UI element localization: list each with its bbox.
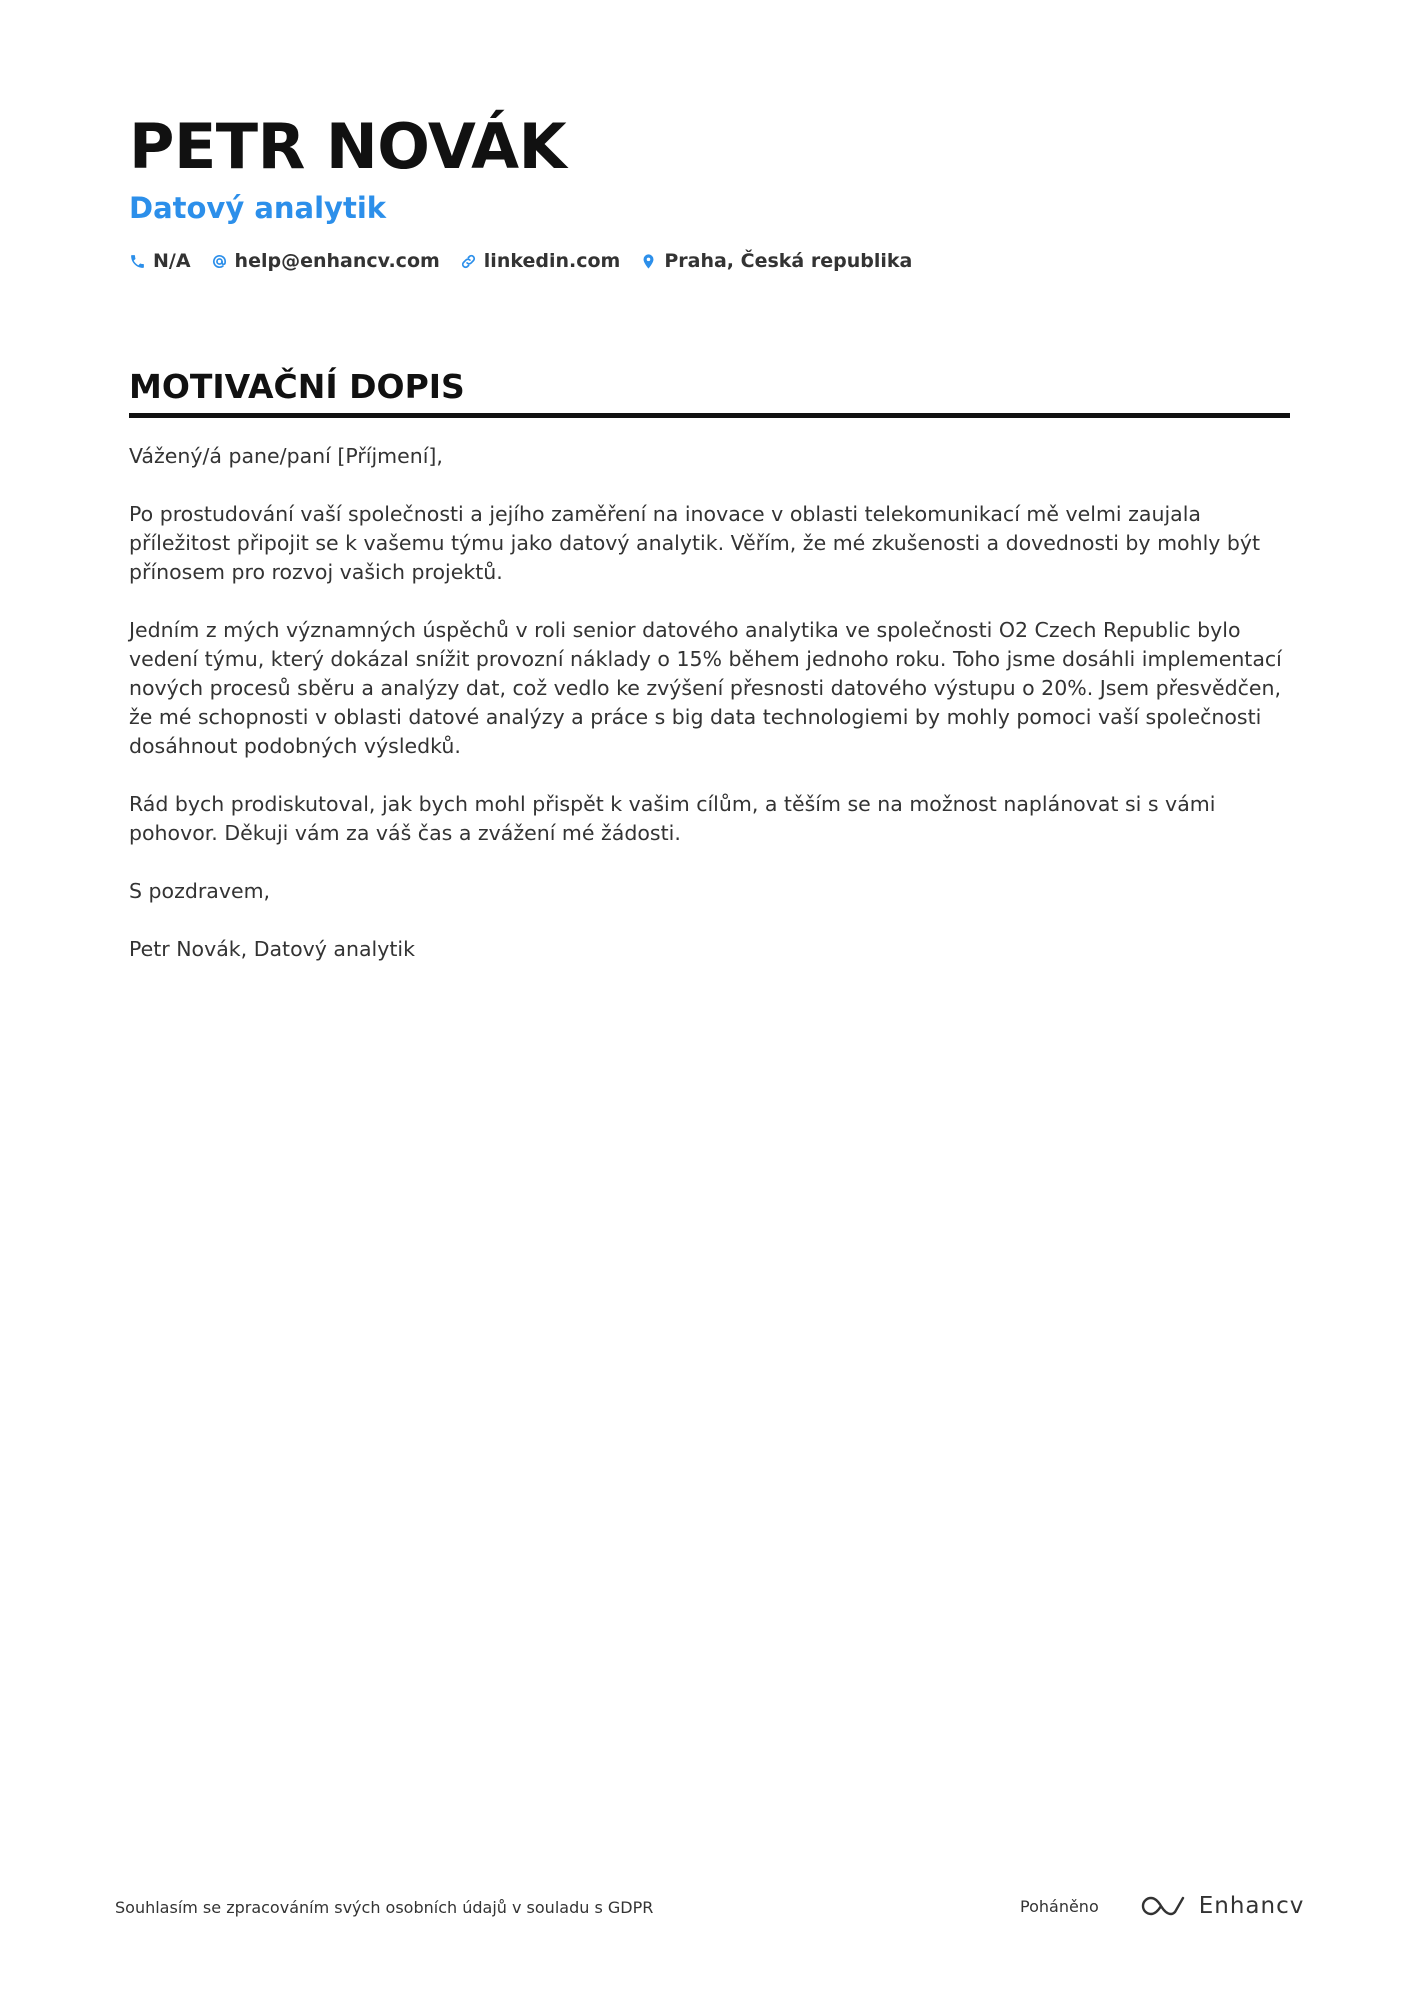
contact-email[interactable] [211, 250, 440, 272]
email-text[interactable]: help@enhancv.com [234, 250, 440, 272]
at-icon [211, 253, 228, 270]
phone-icon [129, 253, 146, 270]
gdpr-consent: Souhlasím se zpracováním svých osobních údajů v souladu s GDPR [115, 1898, 654, 1917]
link-icon [460, 253, 477, 270]
footer-branding [1020, 1893, 1304, 1919]
location-text: Praha, Česká republika [664, 250, 913, 272]
person-name: PETR NOVÁK [129, 110, 567, 183]
map-pin-icon [640, 253, 657, 270]
website-text[interactable]: linkedin.com [483, 250, 621, 272]
brand-name: Enhancv [1198, 1893, 1305, 1919]
closing: S pozdravem, [129, 879, 271, 903]
phone-text: N/A [153, 250, 191, 272]
signature: Petr Novák, Datový analytik [129, 937, 415, 961]
header [129, 108, 1289, 272]
contact-phone [129, 250, 191, 272]
letter-paragraph: Jedním z mých významných úspěchů v roli senior datového analytika ve společnosti O2 Czech Republic bylo vedení týmu, který dokázal snížit provozní náklady o 15% během jednoho roku. Toho jsme dosáhli implementací nových procesů sběru a analýzy dat, což vedlo ke zvýšení přesnosti datového výstupu o 20%. Jsem přesvědčen, že mé schopnosti v oblasti datové analýzy a práce s big data technologiemi by mohly pomoci vaší společnosti dosáhnout podobných výsledků. [129, 618, 1282, 758]
letter-body [129, 442, 1290, 964]
brand-logo[interactable] [1139, 1893, 1305, 1919]
letter-section [129, 365, 1290, 993]
letter-paragraph: Rád bych prodiskutoval, jak bych mohl přispět k vašim cílům, a těším se na možnost naplánovat si s vámi pohovor. Děkuji vám za váš čas a zvážení mé žádosti. [129, 792, 1216, 845]
job-title: Datový analytik [129, 191, 387, 225]
salutation: Vážený/á pane/paní [Příjmení], [129, 444, 443, 468]
contact-location [640, 250, 912, 272]
powered-by-label: Poháněno [1020, 1896, 1099, 1916]
letter-paragraph: Po prostudování vaší společnosti a jejího zaměření na inovace v oblasti telekomunikací mě velmi zaujala příležitost připojit se k vašemu týmu jako datový analytik. Věřím, že mé zkušenosti a dovednosti by mohly být přínosem pro rozvoj vašich projektů. [129, 502, 1261, 584]
contact-website[interactable] [460, 250, 621, 272]
contact-list [129, 250, 1289, 272]
enhancv-logo-icon [1139, 1893, 1189, 1919]
section-title: MOTIVAČNÍ DOPIS [129, 365, 1290, 418]
